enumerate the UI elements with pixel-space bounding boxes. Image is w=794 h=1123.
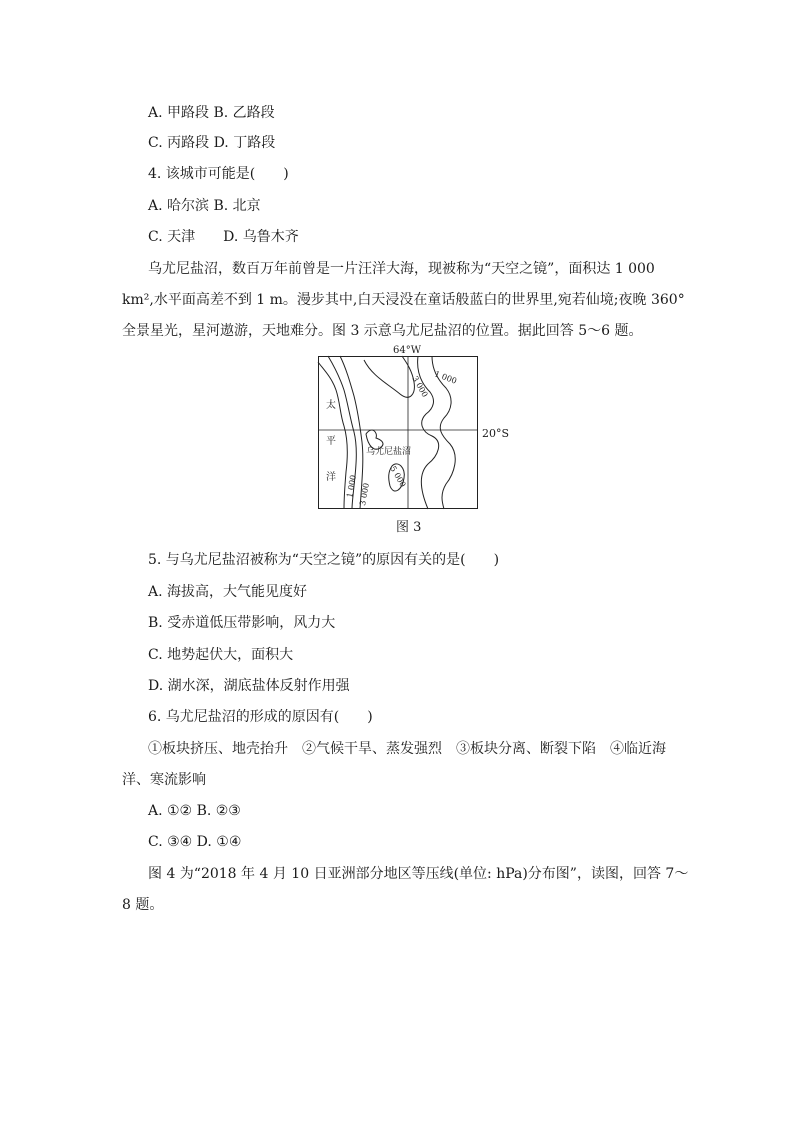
q5-option-d: D. 湖水深，湖底盐体反射作用强	[148, 678, 350, 694]
q5-option-c: C. 地势起伏大，面积大	[148, 647, 294, 663]
q6-statements-line-1: ①板块挤压、地壳抬升 ②气候干旱、蒸发强烈 ③板块分离、断裂下陷 ④临近海	[148, 741, 666, 757]
option-line-a-b: A. 甲路段 B. 乙路段	[148, 105, 275, 121]
q4-option-line-a-b: A. 哈尔滨 B. 北京	[148, 198, 261, 214]
salt-flat-label: 乌尤尼盐沼	[366, 447, 412, 457]
ocean-char-2: 平	[326, 436, 336, 447]
question-6: 6. 乌尤尼盐沼的形成的原因有( )	[148, 709, 373, 725]
longitude-label: 64°W	[393, 345, 422, 356]
q6-option-line-c-d: C. ③④ D. ①④	[148, 834, 242, 850]
contour-label-1000-south: 1 000	[345, 474, 358, 499]
map-svg	[318, 345, 478, 509]
ocean-char-3: 洋	[326, 472, 336, 483]
q6-option-line-a-b: A. ①② B. ②③	[148, 803, 241, 819]
passage-line-3: 全景星光，星河遨游，天地难分。图 3 示意乌尤尼盐沼的位置。据此回答 5～6 题。	[122, 323, 643, 339]
figure4-intro-line-2: 8 题。	[122, 897, 164, 913]
ocean-char-1: 太	[326, 400, 336, 411]
question-4: 4. 该城市可能是( )	[148, 166, 289, 182]
option-line-c-d: C. 丙路段 D. 丁路段	[148, 135, 276, 151]
figure-caption: 图 3	[396, 520, 422, 535]
q6-statements-line-2: 洋、寒流影响	[122, 772, 206, 788]
contour-label-5000: 5 000	[388, 464, 408, 489]
contour-label-3000-north: 3 000	[410, 374, 430, 399]
passage-line-1: 乌尤尼盐沼，数百万年前曾是一片汪洋大海，现被称为“天空之镜”，面积达 1 000	[148, 261, 655, 277]
contour-label-1000-north: 1 000	[433, 369, 458, 386]
contour-upper-loop	[364, 356, 414, 397]
passage-line-2: km²,水平面高差不到 1 m。漫步其中,白天浸没在童话般蓝白的世界里,宛若仙境;夜晚 360°	[122, 292, 685, 308]
q5-option-a: A. 海拔高，大气能见度好	[148, 584, 308, 600]
q5-option-b: B. 受赤道低压带影响，风力大	[148, 615, 336, 631]
contour-label-3000-south: 3 000	[358, 482, 371, 507]
q4-option-line-c-d: C. 天津 D. 乌鲁木齐	[148, 229, 299, 245]
figure4-intro-line-1: 图 4 为“2018 年 4 月 10 日亚洲部分地区等压线(单位: hPa)分布图”，读图，回答 7～	[148, 866, 689, 882]
latitude-label: 20°S	[482, 427, 510, 440]
question-5: 5. 与乌尤尼盐沼被称为“天空之镜”的原因有关的是( )	[148, 552, 500, 568]
salt-flat-map	[318, 345, 478, 509]
